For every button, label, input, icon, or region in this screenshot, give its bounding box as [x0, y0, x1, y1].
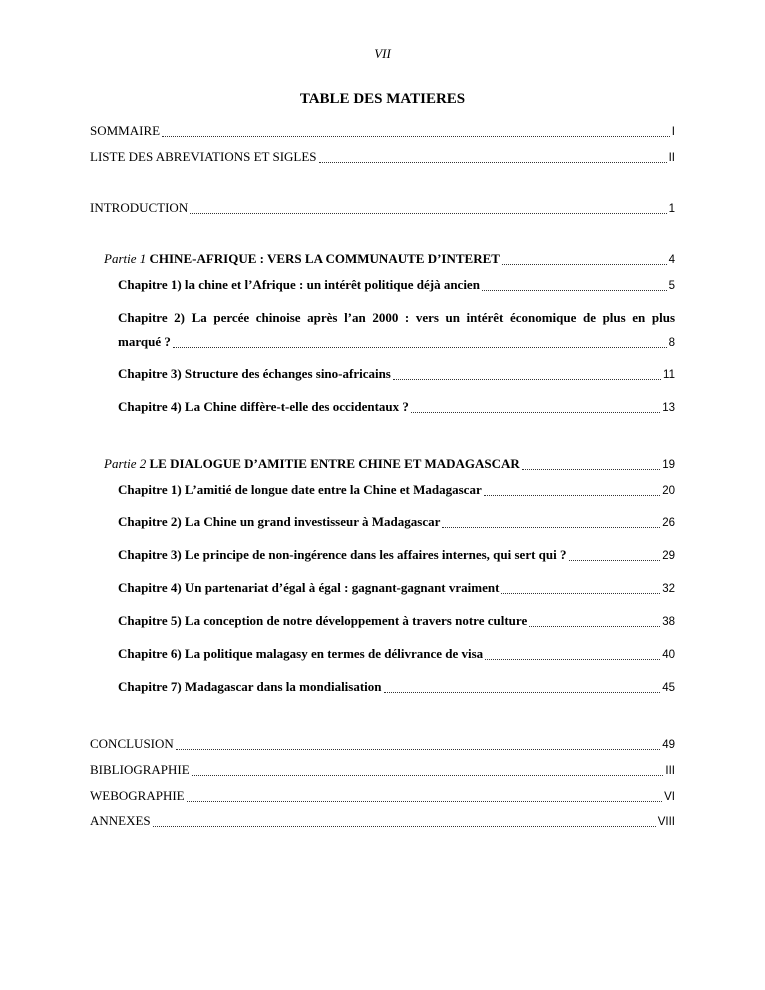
part-title: CHINE-AFRIQUE : VERS LA COMMUNAUTE D’INTERET — [149, 251, 500, 266]
toc-entry-sommaire[interactable] — [90, 123, 675, 140]
toc-entry-introduction[interactable] — [90, 200, 675, 217]
dot-leader — [192, 774, 664, 776]
toc-entry-part-2[interactable] — [104, 456, 675, 473]
toc-entry-page: VI — [664, 791, 675, 803]
toc-entry-conclusion[interactable] — [90, 736, 675, 753]
dot-leader — [384, 691, 661, 693]
toc-entry-p1-chapter-3[interactable] — [118, 366, 675, 383]
dot-leader — [501, 592, 660, 594]
dot-leader — [442, 526, 660, 528]
toc-entry-part-1[interactable] — [104, 251, 675, 268]
toc-entry-p2-chapter-2[interactable] — [118, 514, 675, 531]
toc-entry-annexes[interactable] — [90, 813, 675, 830]
toc-entry-page: 11 — [663, 369, 675, 381]
toc-entry-label: Chapitre 5) La conception de notre développement à travers notre culture — [118, 613, 528, 628]
toc-entry-page: 32 — [662, 583, 675, 595]
toc-entry-page: 19 — [662, 459, 675, 471]
toc-entry-label: LISTE DES ABREVIATIONS ET SIGLES — [90, 149, 317, 164]
dot-leader — [187, 800, 663, 802]
toc-entry-label: Chapitre 2) La Chine un grand investisseur à Madagascar — [118, 514, 441, 529]
toc-entry-p1-chapter-4[interactable] — [118, 399, 675, 416]
toc-entry-bibliographie[interactable] — [90, 762, 675, 779]
toc-entry-p1-chapter-2[interactable] — [118, 334, 675, 351]
dot-leader — [522, 468, 660, 470]
toc-entry-p1-chapter-2-line1[interactable]: Chapitre 2) La percée chinoise après l’an 2000 : vers un intérêt économique de plus en plus — [118, 310, 675, 325]
dot-leader — [162, 135, 670, 137]
toc-entry-label: BIBLIOGRAPHIE — [90, 762, 190, 777]
toc-entry-page: 26 — [662, 517, 675, 529]
toc-entry-page: 5 — [668, 280, 675, 292]
toc-entry-label: Chapitre 7) Madagascar dans la mondialisation — [118, 679, 382, 694]
toc-entry-p1-chapter-1[interactable] — [118, 277, 675, 294]
toc-entry-p2-chapter-1[interactable] — [118, 482, 675, 499]
toc-entry-label: Chapitre 6) La politique malagasy en termes de délivrance de visa — [118, 646, 484, 661]
toc-entry-label — [104, 456, 520, 472]
toc-entry-webographie[interactable] — [90, 788, 675, 805]
toc-entry-p2-chapter-5[interactable] — [118, 613, 675, 630]
page-title: TABLE DES MATIERES — [299, 91, 466, 107]
toc-entry-page: 4 — [668, 254, 675, 266]
dot-leader — [153, 825, 656, 827]
dot-leader — [319, 161, 667, 163]
toc-entry-page: 45 — [662, 682, 675, 694]
toc-entry-label: Chapitre 4) Un partenariat d’égal à égal : gagnant-gagnant vraiment — [118, 580, 500, 595]
toc-entry-page: III — [665, 765, 675, 777]
toc-entry-page: 20 — [662, 485, 675, 497]
dot-leader — [176, 748, 660, 750]
toc-entry-label: ANNEXES — [90, 813, 151, 828]
toc-entry-p2-chapter-6[interactable] — [118, 646, 675, 663]
toc-entry-label: SOMMAIRE — [90, 123, 161, 138]
toc-entry-label: WEBOGRAPHIE — [90, 788, 185, 803]
toc-entry-page: 1 — [668, 203, 675, 215]
toc-entry-page: 8 — [668, 337, 675, 349]
dot-leader — [482, 289, 667, 291]
toc-entry-label: Chapitre 3) Structure des échanges sino-africains — [118, 366, 391, 381]
toc-entry-label: Chapitre 4) La Chine diffère-t-elle des occidentaux ? — [118, 399, 409, 414]
toc-entry-label: marqué ? — [118, 334, 171, 349]
toc-entry-page: 40 — [662, 649, 675, 661]
toc-entry-label: Chapitre 3) Le principe de non-ingérence dans les affaires internes, qui sert qui ? — [118, 547, 567, 562]
toc-entry-p2-chapter-4[interactable] — [118, 580, 675, 597]
toc-entry-page: VIII — [657, 816, 675, 828]
toc-entry-page: II — [668, 152, 675, 164]
toc-entry-label: INTRODUCTION — [90, 200, 189, 215]
part-prefix: Partie 2 — [104, 456, 147, 471]
toc-entry-label: CONCLUSION — [90, 736, 174, 751]
dot-leader — [190, 212, 666, 214]
toc-entry-page: 49 — [662, 739, 675, 751]
toc-entry-page: 29 — [662, 550, 675, 562]
part-prefix: Partie 1 — [104, 251, 147, 266]
toc-entry-label: Chapitre 1) la chine et l’Afrique : un intérêt politique déjà ancien — [118, 277, 480, 292]
toc-entry-p2-chapter-3[interactable] — [118, 547, 675, 564]
page-number: VII — [374, 46, 391, 61]
dot-leader — [484, 494, 660, 496]
dot-leader — [485, 658, 660, 660]
toc-entry-page: 38 — [662, 616, 675, 628]
dot-leader — [173, 346, 667, 348]
toc-entry-label: Chapitre 1) L’amitié de longue date entre la Chine et Madagascar — [118, 482, 482, 497]
toc-entry-page: 13 — [662, 402, 675, 414]
dot-leader — [569, 559, 661, 561]
toc-entry-page: I — [671, 126, 675, 138]
dot-leader — [411, 411, 660, 413]
dot-leader — [393, 378, 661, 380]
dot-leader — [529, 625, 660, 627]
toc-entry-abreviations[interactable] — [90, 149, 675, 166]
toc-entry-label — [104, 251, 500, 267]
toc-entry-p2-chapter-7[interactable] — [118, 679, 675, 696]
part-title: LE DIALOGUE D’AMITIE ENTRE CHINE ET MADAGASCAR — [149, 456, 520, 471]
dot-leader — [502, 263, 667, 265]
